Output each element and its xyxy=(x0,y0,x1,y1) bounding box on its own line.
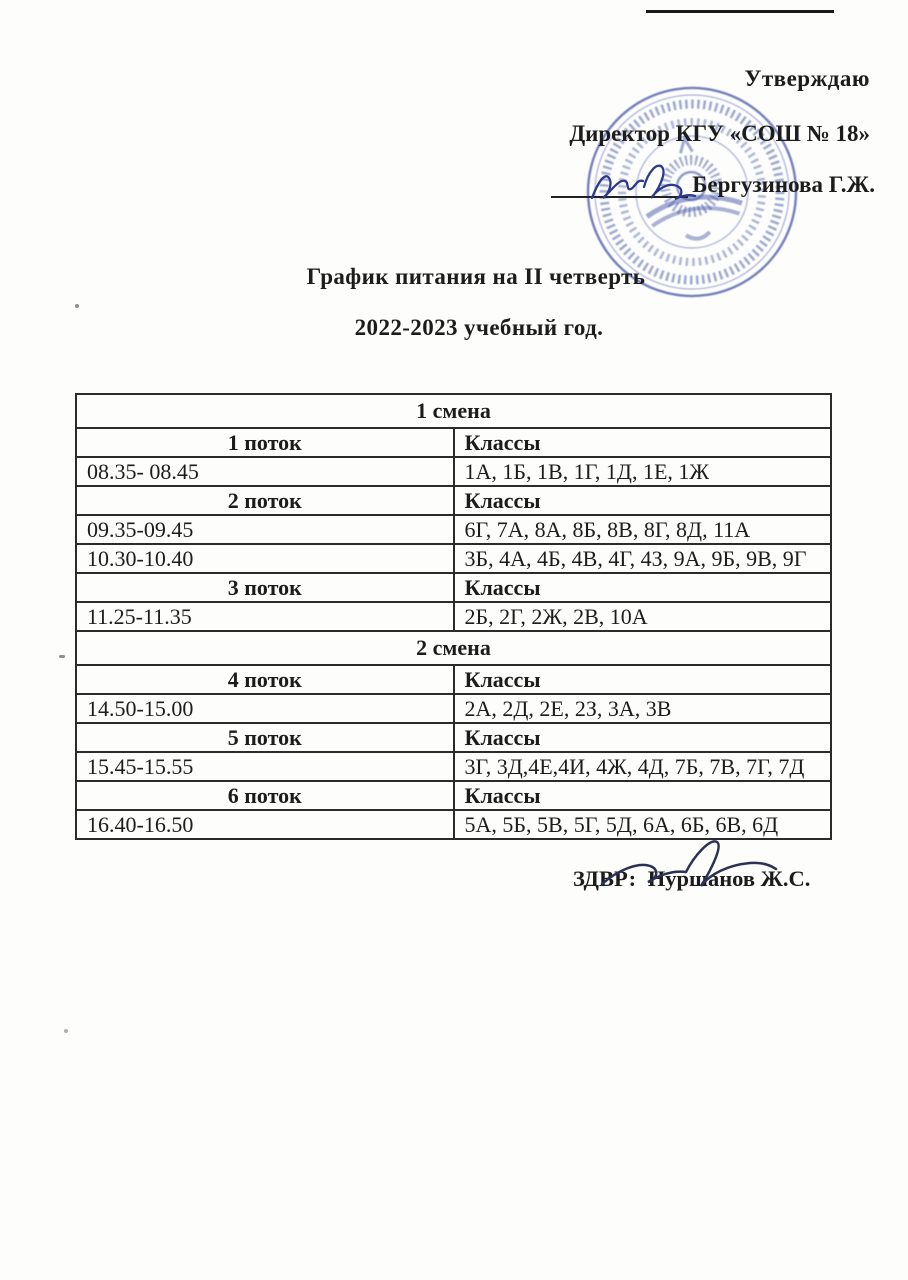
flow-label: 3 поток xyxy=(76,573,454,602)
classes-header: Классы xyxy=(454,781,832,810)
classes-header: Классы xyxy=(454,428,832,457)
time-slot: 08.35- 08.45 xyxy=(76,457,454,486)
classes-list: 3Б, 4А, 4Б, 4В, 4Г, 4З, 9А, 9Б, 9В, 9Г xyxy=(454,544,832,573)
schedule-data-row xyxy=(76,752,831,781)
flow-label: 2 поток xyxy=(76,486,454,515)
classes-list: 2А, 2Д, 2Е, 2З, 3А, 3В xyxy=(454,694,832,723)
flow-header-row xyxy=(76,723,831,752)
flow-header-row xyxy=(76,428,831,457)
classes-list: 6Г, 7А, 8А, 8Б, 8В, 8Г, 8Д, 11А xyxy=(454,515,832,544)
schedule-data-row xyxy=(76,544,831,573)
flow-header-row xyxy=(76,665,831,694)
schedule-data-row xyxy=(76,515,831,544)
meal-schedule-table xyxy=(75,393,832,840)
schedule-data-row xyxy=(76,694,831,723)
flow-label: 4 поток xyxy=(76,665,454,694)
scan-speck xyxy=(64,1029,68,1033)
time-slot: 16.40-16.50 xyxy=(76,810,454,839)
classes-list: 5А, 5Б, 5В, 5Г, 5Д, 6А, 6Б, 6В, 6Д xyxy=(454,810,832,839)
flow-header-row xyxy=(76,573,831,602)
time-slot: 15.45-15.55 xyxy=(76,752,454,781)
flow-label: 5 поток xyxy=(76,723,454,752)
flow-label: 6 поток xyxy=(76,781,454,810)
flow-label: 1 поток xyxy=(76,428,454,457)
time-slot: 10.30-10.40 xyxy=(76,544,454,573)
shift-label: 1 смена xyxy=(76,394,831,428)
classes-list: 1А, 1Б, 1В, 1Г, 1Д, 1Е, 1Ж xyxy=(454,457,832,486)
signature-icon xyxy=(598,834,780,896)
scan-artifact-line xyxy=(646,10,834,13)
schedule-data-row xyxy=(76,457,831,486)
director-name: Бергузинова Г.Ж. xyxy=(692,172,875,197)
schedule-data-row xyxy=(76,602,831,631)
classes-header: Классы xyxy=(454,723,832,752)
approval-word: Утверждаю xyxy=(744,66,870,91)
zdvr-label: ЗДВР: xyxy=(573,866,637,891)
time-slot: 09.35-09.45 xyxy=(76,515,454,544)
shift-label: 2 смена xyxy=(76,631,831,665)
document-subtitle: 2022-2023 учебный год. xyxy=(354,315,604,340)
time-slot: 11.25-11.35 xyxy=(76,602,454,631)
director-signature xyxy=(588,160,706,210)
classes-list: 3Г, 3Д,4Е,4И, 4Ж, 4Д, 7Б, 7В, 7Г, 7Д xyxy=(454,752,832,781)
zdvr-name: Нуршанов Ж.С. xyxy=(647,866,811,891)
classes-header: Классы xyxy=(454,573,832,602)
classes-list: 2Б, 2Г, 2Ж, 2В, 10А xyxy=(454,602,832,631)
signature-icon xyxy=(588,160,706,210)
scan-speck xyxy=(75,304,79,308)
director-line: Директор КГУ «СОШ № 18» xyxy=(569,121,870,146)
flow-header-row xyxy=(76,486,831,515)
zdvr-signature xyxy=(598,834,780,896)
classes-header: Классы xyxy=(454,486,832,515)
document-title: График питания на II четверть xyxy=(306,264,646,289)
time-slot: 14.50-15.00 xyxy=(76,694,454,723)
classes-header: Классы xyxy=(454,665,832,694)
shift-section-row xyxy=(76,631,831,665)
shift-section-row xyxy=(76,394,831,428)
scan-speck xyxy=(59,655,65,658)
flow-header-row xyxy=(76,781,831,810)
